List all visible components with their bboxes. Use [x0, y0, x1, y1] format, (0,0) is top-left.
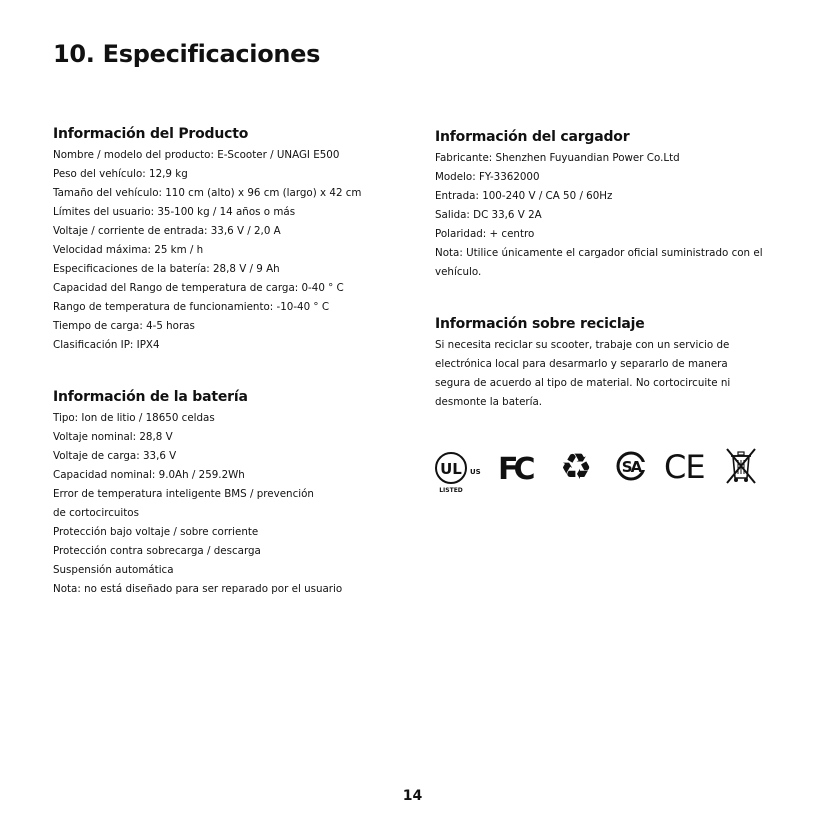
list-item: Nota: Utilice únicamente el cargador oficial suministrado con el vehículo. [435, 247, 763, 278]
svg-text:CE: CE [664, 448, 705, 484]
page-title: 10. Especificaciones [53, 40, 321, 68]
weee-icon [724, 446, 758, 486]
list-item: Protección contra sobrecarga / descarga [53, 545, 261, 557]
list-item: Tipo: Ion de litio / 18650 celdas [53, 412, 215, 424]
list-item: Velocidad máxima: 25 km / h [53, 244, 204, 256]
list-item: Capacidad del Rango de temperatura de carga: 0-40 ° C [53, 282, 344, 294]
list-item: Polaridad: + centro [435, 228, 535, 240]
product-info-section [53, 126, 361, 355]
list-item: Rango de temperatura de funcionamiento: -10-40 ° C [53, 301, 330, 313]
list-item: Clasificación IP: IPX4 [53, 339, 160, 351]
list-item: Modelo: FY-3362000 [435, 171, 540, 183]
charger-info-heading: Información del cargador [435, 129, 630, 145]
list-item: Voltaje nominal: 28,8 V [53, 431, 173, 443]
svg-text:♻: ♻ [559, 447, 593, 486]
list-item: Límites del usuario: 35-100 kg / 14 años o más [53, 206, 296, 218]
recycling-info-section [435, 316, 765, 412]
list-item: Tiempo de carga: 4-5 horas [53, 320, 195, 332]
csa-icon [614, 448, 650, 484]
list-item: Nombre / modelo del producto: E-Scooter / UNAGI E500 [53, 149, 340, 161]
svg-text:SA: SA [621, 458, 641, 476]
list-item: Protección bajo voltaje / sobre corriente [53, 526, 259, 538]
recycling-info-text: Si necesita reciclar su scooter, trabaje con un servicio de electrónica local para desarmarlo y separarlo de manera segura de acuerdo al tipo de material. No cortocircuite ni desmonte la batería. [435, 339, 731, 408]
list-item: Fabricante: Shenzhen Fuyuandian Power Co.Ltd [435, 152, 680, 164]
certification-icons [430, 440, 760, 500]
list-item: Suspensión automática [53, 564, 174, 576]
charger-info-section [435, 129, 765, 282]
page-number: 14 [402, 788, 423, 804]
list-item: Voltaje / corriente de entrada: 33,6 V / 2,0 A [53, 225, 281, 237]
list-item: Nota: no está diseñado para ser reparado por el usuario [53, 583, 343, 595]
list-item: Voltaje de carga: 33,6 V [53, 450, 177, 462]
recycle-icon [556, 446, 596, 486]
list-item: Peso del vehículo: 12,9 kg [53, 168, 188, 180]
product-info-heading: Información del Producto [53, 126, 249, 142]
list-item: Salida: DC 33,6 V 2A [435, 209, 542, 221]
ce-icon [664, 448, 708, 484]
charger-info-list [435, 149, 765, 282]
list-item: Error de temperatura inteligente BMS / prevención [53, 488, 314, 500]
svg-text:US: US [470, 468, 481, 476]
fcc-icon [496, 450, 540, 484]
battery-info-heading: Información de la batería [53, 389, 248, 405]
list-item: de cortocircuitos [53, 507, 139, 519]
svg-text:UL: UL [440, 460, 462, 478]
battery-info-list [53, 409, 342, 599]
recycling-info-heading: Información sobre reciclaje [435, 316, 645, 332]
ul-listed-icon [432, 450, 496, 494]
svg-text:LISTED: LISTED [439, 487, 463, 494]
list-item: Entrada: 100-240 V / CA 50 / 60Hz [435, 190, 613, 202]
svg-text:FC: FC [498, 452, 531, 484]
list-item: Tamaño del vehículo: 110 cm (alto) x 96 cm (largo) x 42 cm [53, 187, 362, 199]
list-item: Especificaciones de la batería: 28,8 V / 9 Ah [53, 263, 280, 275]
battery-info-section [53, 389, 342, 599]
product-info-list [53, 146, 361, 355]
list-item: Capacidad nominal: 9.0Ah / 259.2Wh [53, 469, 245, 481]
